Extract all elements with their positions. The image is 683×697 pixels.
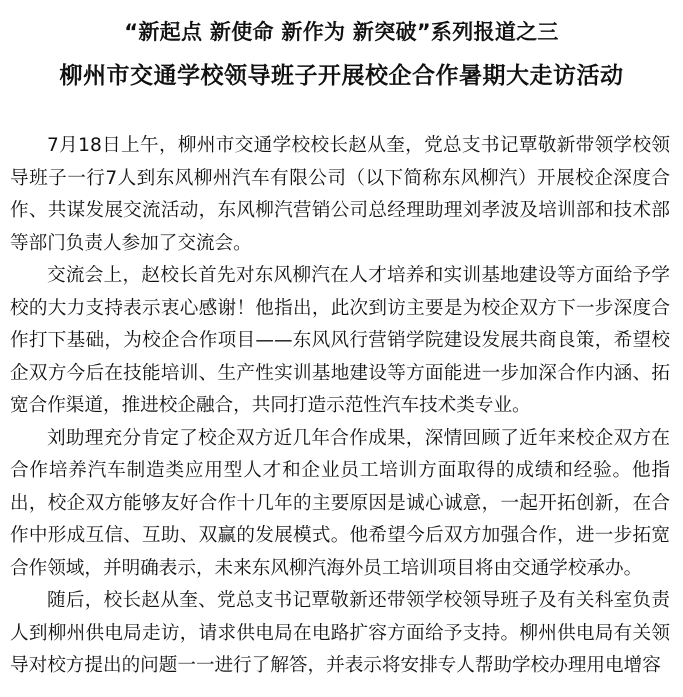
paragraph-2: 交流会上，赵校长首先对东风柳汽在人才培养和实训基地建设等方面给予学校的大力支持表示衷心感谢！他指出，此次到访主要是为校企双方下一步深度合作打下基础，为校企合作项目——东风风行营销学院建设发展共商良策，希望校企双方今后在技能培训、生产性实训基地建设等方面能进一步加深合作内涵、拓宽合作渠道，推进校企融合，共同打造示范性汽车技术类专业。 xyxy=(10,265,670,416)
paragraph-1: 7月18日上午，柳州市交通学校校长赵从奎，党总支书记覃敬新带领学校领导班子一行7人到东风柳州汽车有限公司（以下简称东风柳汽）开展校企深度合作、共谋发展交流活动，东风柳汽营销公司总经理助理刘孝波及培训部和技术部等部门负责人参加了交流会。 xyxy=(10,135,670,254)
paragraph-3: 刘助理充分肯定了校企双方近几年合作成果，深情回顾了近年来校企双方在合作培养汽车制造类应用型人才和企业员工培训方面取得的成绩和经验。他指出，校企双方能够友好合作十几年的主要原因是诚心诚意，一起开拓创新，在合作中形成互信、互助、双赢的发展模式。他希望今后双方加强合作，进一步拓宽合作领域，并明确表示，未来东风柳汽海外员工培训项目将由交通学校承办。 xyxy=(10,427,670,579)
article-title: 柳州市交通学校领导班子开展校企合作暑期大走访活动 xyxy=(59,63,624,89)
paragraph-4: 随后，校长赵从奎、党总支书记覃敬新还带领学校领导班子及有关科室负责人到柳州供电局走访，请求供电局在电路扩容方面给予支持。柳州供电局有关领导对校方提出的问题一一进行了解答，并表示将安排专人帮助学校办理用电增容 xyxy=(10,590,670,676)
series-title: “新起点 新使命 新作为 新突破”系列报道之三 xyxy=(124,20,559,44)
article-body xyxy=(10,130,670,683)
